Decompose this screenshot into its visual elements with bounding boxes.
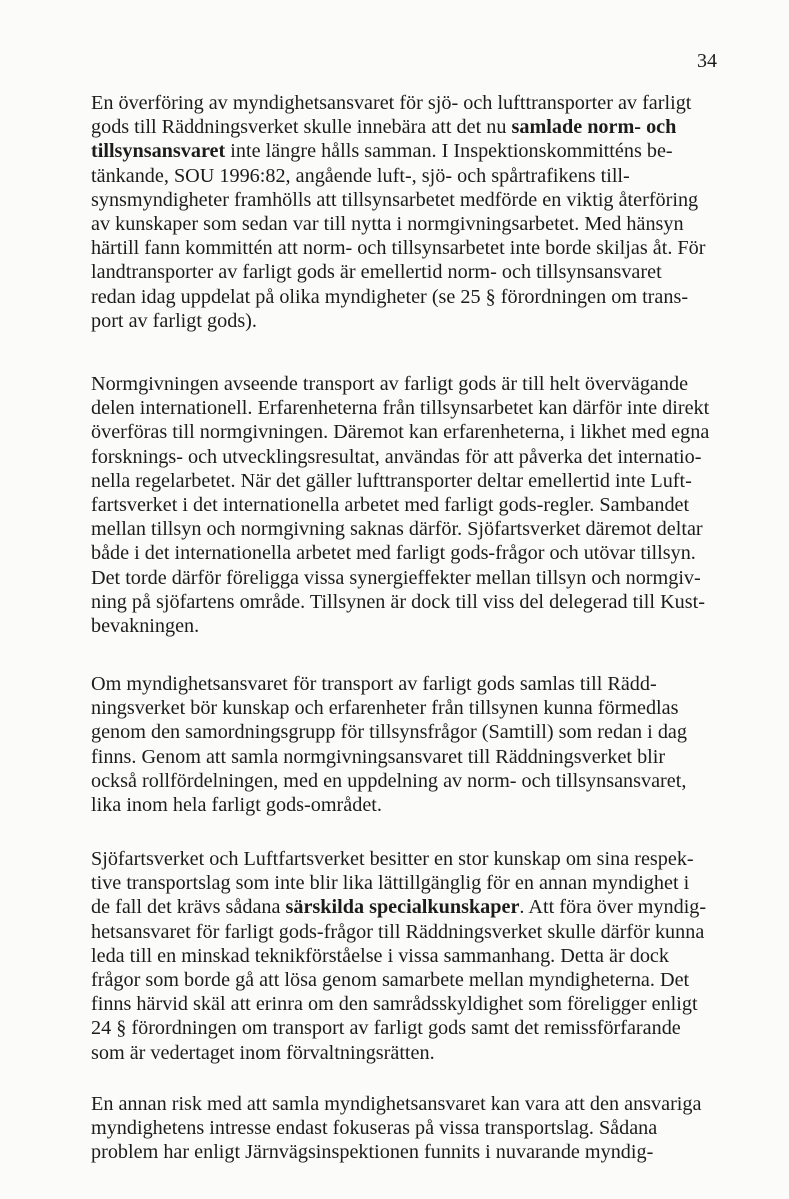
text-line	[91, 871, 706, 895]
paragraph-2	[91, 372, 709, 638]
text-segment: nella regelarbetet. När det gäller lufttransporter deltar emellertid inte Luft-	[91, 469, 692, 492]
text-segment: En överföring av myndighetsansvaret för sjö- och lufttransporter av farligt	[91, 92, 692, 114]
text-line	[91, 188, 705, 212]
paragraph-1	[91, 91, 705, 333]
text-line	[91, 396, 709, 420]
text-line	[91, 445, 709, 469]
text-segment: genom den samordningsgrupp för tillsynsfrågor (Samtill) som redan i dag	[91, 721, 687, 744]
text-segment: både i det internationella arbetet med farligt gods-frågor och utövar tillsyn.	[91, 542, 696, 565]
text-line	[91, 1041, 706, 1065]
text-segment: Det torde därför föreligga vissa synergieffekter mellan tillsyn och normgiv-	[91, 566, 701, 589]
text-segment: bevakningen.	[91, 614, 200, 637]
text-line	[91, 566, 709, 590]
text-line	[91, 420, 709, 444]
text-line	[91, 541, 709, 565]
text-line	[91, 115, 705, 139]
text-line	[91, 847, 706, 871]
text-line	[91, 285, 705, 309]
bold-text-segment: särskilda specialkunskaper	[285, 896, 520, 919]
text-line	[91, 793, 687, 817]
text-segment: delen internationell. Erfarenheterna från tillsynsarbetet kan därför inte direkt	[91, 397, 710, 420]
text-line	[91, 493, 709, 517]
text-line	[91, 372, 709, 396]
text-segment: också rollfördelningen, med en uppdelning av norm- och tillsynsansvaret,	[91, 769, 687, 792]
text-line	[91, 1116, 701, 1140]
text-segment: överföras till normgivningen. Däremot kan erfarenheterna, i likhet med egna	[91, 421, 710, 444]
text-segment: fartsverket i det internationella arbetet med farligt gods-regler. Sambandet	[91, 493, 690, 516]
text-segment: inte längre hålls samman. I Inspektionskommitténs be-	[225, 140, 673, 163]
text-line	[91, 309, 705, 333]
text-segment: Normgivningen avseende transport av farligt gods är till helt övervägande	[91, 373, 689, 395]
text-line	[91, 992, 706, 1016]
text-segment: finns härvid skäl att erinra om den samrådsskyldighet som föreligger enligt	[91, 993, 698, 1016]
text-line	[91, 517, 709, 541]
text-line	[91, 164, 705, 188]
paragraph-4	[91, 847, 706, 1065]
text-segment: härtill fann kommittén att norm- och tillsynsarbetet inte borde skiljas åt. För	[91, 237, 706, 260]
text-line	[91, 212, 705, 236]
text-line	[91, 696, 687, 720]
text-segment: av kunskaper som sedan var till nytta i normgivningsarbetet. Med hänsyn	[91, 212, 684, 235]
text-segment: Sjöfartsverket och Luftfartsverket besitter en stor kunskap om sina respek-	[91, 848, 694, 870]
text-segment: myndighetens intresse endast fokuseras på vissa transportslag. Sådana	[91, 1117, 658, 1140]
text-segment: problem har enligt Järnvägsinspektionen funnits i nuvarande myndig-	[91, 1141, 654, 1164]
text-line	[91, 920, 706, 944]
text-line	[91, 469, 709, 493]
text-segment: forsknings- och utvecklingsresultat, användas för att påverka det internatio-	[91, 445, 702, 468]
text-line	[91, 139, 705, 163]
text-segment: ningsverket bör kunskap och erfarenheter från tillsynen kunna förmedlas	[91, 697, 679, 720]
paragraph-3	[91, 672, 687, 817]
text-segment: leda till en minskad teknikförståelse i vissa sammanhang. Detta är dock	[91, 944, 669, 967]
text-line	[91, 895, 706, 919]
bold-text-segment: samlade norm- och	[511, 116, 677, 139]
text-segment: landtransporter av farligt gods är emellertid norm- och tillsynsansvaret	[91, 261, 662, 284]
text-segment: som är vedertaget inom förvaltningsrätten.	[91, 1041, 435, 1064]
text-line	[91, 1140, 701, 1164]
text-segment: port av farligt gods).	[91, 309, 257, 332]
text-segment: Om myndighetsansvaret för transport av farligt gods samlas till Rädd-	[91, 673, 657, 695]
text-line	[91, 720, 687, 744]
text-line	[91, 672, 687, 696]
text-line	[91, 1092, 701, 1116]
text-segment: tänkande, SOU 1996:82, angående luft-, sjö- och spårtrafikens till-	[91, 164, 630, 187]
text-segment: En annan risk med att samla myndighetsansvaret kan vara att den ansvariga	[91, 1093, 702, 1115]
text-line	[91, 769, 687, 793]
text-segment: hetsansvaret för farligt gods-frågor till Räddningsverket skulle därför kunna	[91, 920, 705, 943]
text-line	[91, 944, 706, 968]
paragraph-5	[91, 1092, 701, 1165]
text-line	[91, 260, 705, 284]
text-segment: 24 § förordningen om transport av farligt gods samt det remissförfarande	[91, 1017, 681, 1040]
text-line	[91, 91, 705, 115]
text-line	[91, 1016, 706, 1040]
text-segment: frågor som borde gå att lösa genom samarbete mellan myndigheterna. Det	[91, 968, 690, 991]
text-segment: redan idag uppdelat på olika myndigheter (se 25 § förordningen om trans-	[91, 285, 689, 308]
text-line	[91, 236, 705, 260]
text-line	[91, 614, 709, 638]
text-segment: tive transportslag som inte blir lika lättillgänglig för en annan myndighet i	[91, 872, 690, 895]
text-line	[91, 745, 687, 769]
text-segment: ning på sjöfartens område. Tillsynen är dock till viss del delegerad till Kust-	[91, 590, 705, 613]
text-segment: finns. Genom att samla normgivningsansvaret till Räddningsverket blir	[91, 745, 666, 768]
text-segment: de fall det krävs sådana	[91, 896, 286, 919]
page-number: 34	[697, 50, 717, 72]
text-segment: . Att föra över myndig-	[519, 896, 707, 919]
text-segment: gods till Räddningsverket skulle innebära att det nu	[91, 116, 512, 139]
text-line	[91, 968, 706, 992]
text-segment: synsmyndigheter framhölls att tillsynsarbetet medförde en viktig återföring	[91, 188, 699, 211]
bold-text-segment: tillsynsansvaret	[91, 140, 226, 163]
text-segment: mellan tillsyn och normgivning saknas därför. Sjöfartsverket däremot deltar	[91, 518, 703, 541]
text-segment: lika inom hela farligt gods-området.	[91, 793, 382, 816]
text-line	[91, 590, 709, 614]
